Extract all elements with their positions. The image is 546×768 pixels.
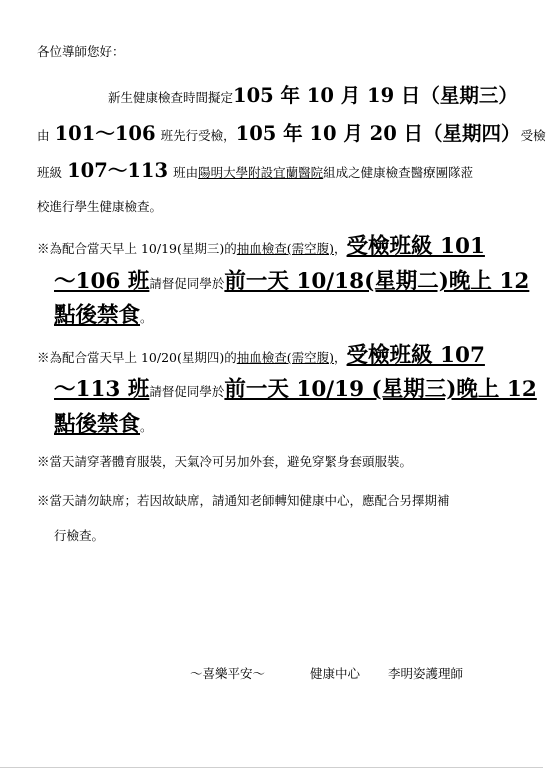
class-range-2: 107～113 [67,159,169,182]
blood-test-label: 抽血檢查(需空腹) [236,350,335,365]
note-text: 。 [140,419,153,434]
note-1-line-2 [54,264,529,295]
text-fragment: 班由 [173,165,199,180]
note-text: 請督促同學於 [149,276,225,291]
note-2-fasting: 點後禁食 [54,412,141,437]
note-1-classes-end: ～106 班 [54,269,150,294]
note-4-line-1: ※當天請勿缺席；若因故缺席，請通知老師轉知健康中心，應配合另擇期補 [37,493,450,508]
footer-wish: ～喜樂平安～ [190,666,266,681]
paragraph-line-4: 校進行學生健康檢查。 [37,199,163,214]
footer-signer: 李明姿護理師 [388,666,464,681]
schedule-intro: 新生健康檢查時間擬定 [108,90,234,105]
note-1-fasting: 點後禁食 [54,303,141,328]
note-1-classes: 受檢班級 101 [346,234,485,259]
note-1-line-3 [54,298,153,329]
note-text: ※為配合當天早上 10/19(星期三)的 [37,241,237,256]
text-fragment: 組成之健康檢查醫療團隊蒞 [323,165,474,180]
text-fragment: 由 [37,128,50,143]
note-text: ， [334,350,347,365]
note-2-classes-end: ～113 班 [54,377,150,402]
note-text: 請督促同學於 [149,384,225,399]
paragraph-line-1 [108,80,518,108]
note-2-classes: 受檢班級 107 [346,343,485,368]
note-text: 。 [140,310,153,325]
exam-date-1: 105 年 10 月 19 日（星期三） [233,84,518,107]
note-1-line-1 [37,229,485,260]
hospital-name: 陽明大學附設宜蘭醫院 [198,165,324,180]
note-3: ※當天請穿著體育服裝，天氣冷可另加外套，避免穿緊身套頭服裝。 [37,454,413,469]
note-2-line-2 [54,372,537,403]
text-fragment: 班級 [37,165,63,180]
note-1-fasting-time: 前一天 10/18(星期二)晚上 12 [224,269,530,294]
footer-department: 健康中心 [310,666,361,681]
note-text: ， [334,241,347,256]
note-text: ※為配合當天早上 10/20(星期四)的 [37,350,237,365]
greeting: 各位導師您好： [37,44,125,59]
note-2-line-1 [37,338,485,369]
text-fragment: 班先行受檢， [160,128,236,143]
note-2-line-3 [54,407,153,438]
paragraph-line-3 [37,155,473,183]
paragraph-line-2 [37,118,546,146]
note-4-line-2: 行檢查。 [54,528,105,543]
exam-date-2: 105 年 10 月 20 日（星期四） [235,122,521,145]
text-fragment: 受檢 [520,128,546,143]
class-range-1: 101～106 [54,122,156,145]
blood-test-label: 抽血檢查(需空腹) [236,241,335,256]
note-2-fasting-time: 前一天 10/19 (星期三)晚上 12 [224,377,537,402]
